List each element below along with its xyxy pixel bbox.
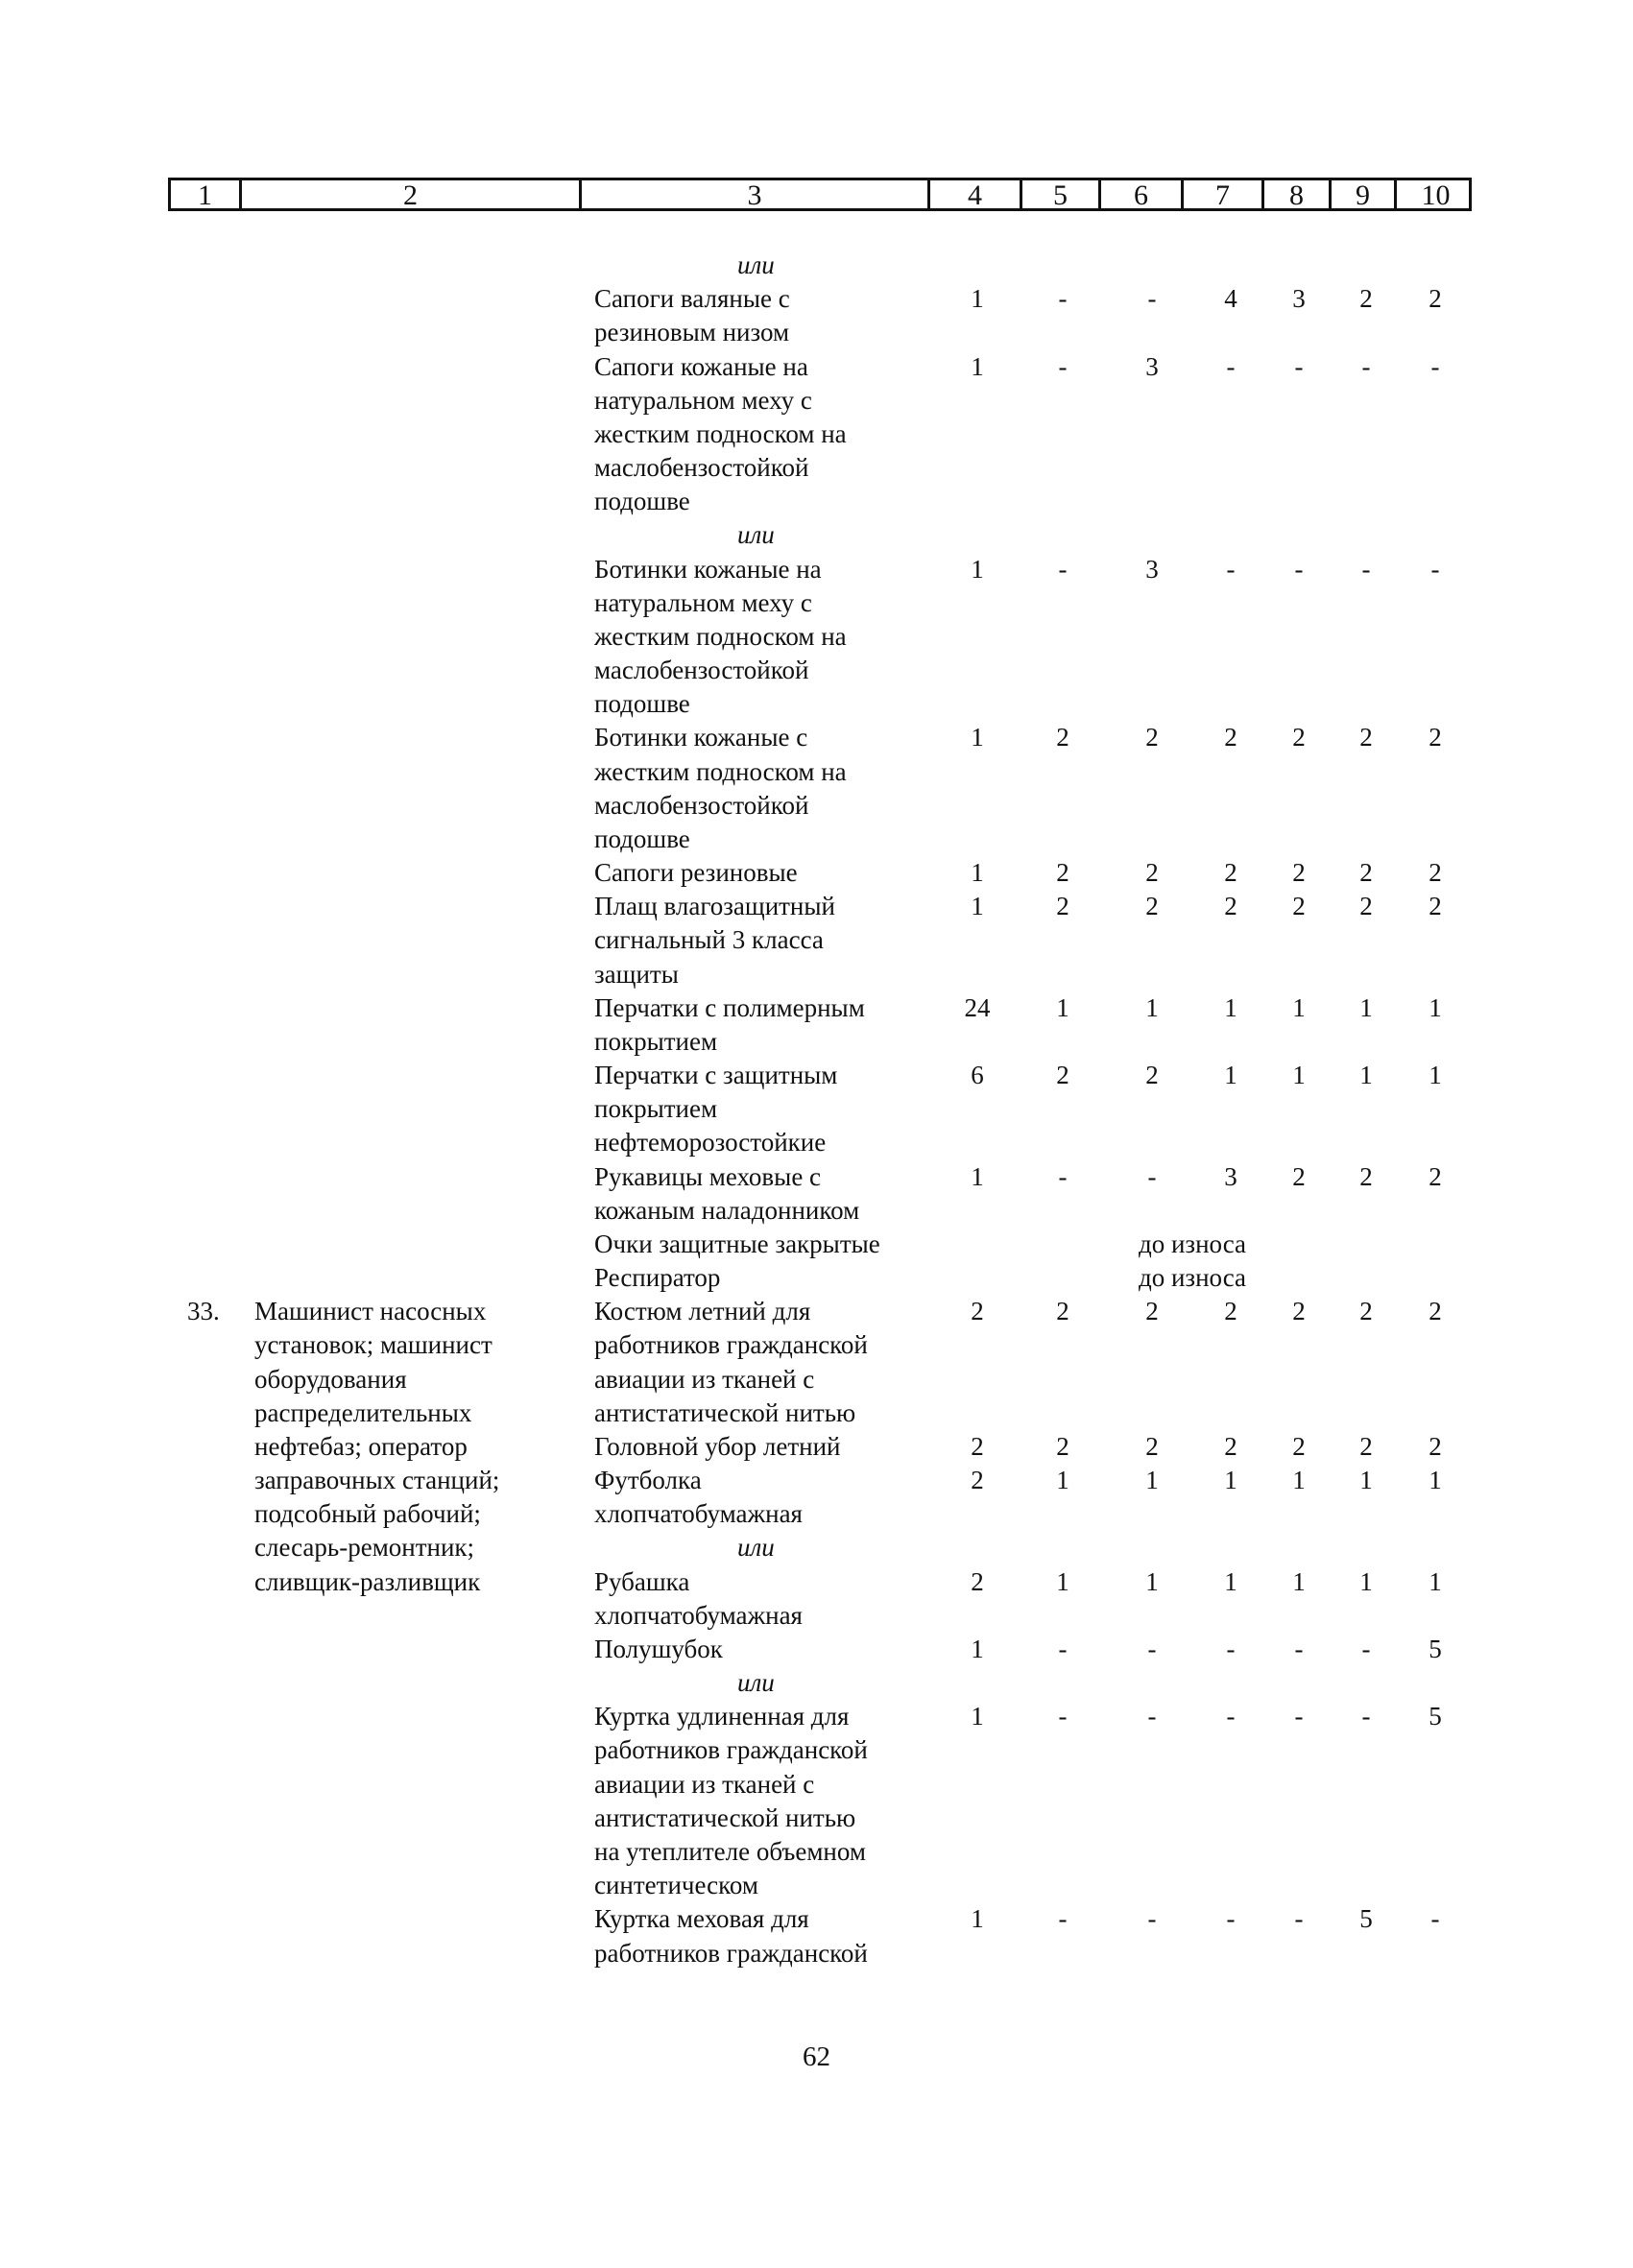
equipment-text: антистатической нитью (594, 1803, 856, 1832)
value-col-10: 5 (1429, 1702, 1442, 1731)
header-col-5: 5 (1022, 180, 1101, 208)
equipment-text: антистатической нитью (594, 1398, 856, 1427)
equipment-text: натуральном меху с (594, 386, 812, 415)
value-col-7: 2 (1224, 1432, 1237, 1461)
wear-term-note: до износа (1139, 1263, 1247, 1292)
value-col-4: 2 (971, 1466, 984, 1494)
value-col-5: - (1058, 352, 1068, 381)
equipment-text: Ботинки кожаные на (594, 555, 822, 584)
value-col-7: 2 (1224, 892, 1237, 920)
table-row (0, 1732, 1633, 1767)
value-col-9: 2 (1359, 892, 1373, 920)
equipment-text: Респиратор (594, 1263, 721, 1292)
value-col-10: 2 (1429, 1432, 1442, 1461)
table-row (0, 686, 1633, 721)
value-col-7: 4 (1224, 284, 1237, 313)
value-col-10: 5 (1429, 1635, 1442, 1663)
equipment-text: Рубашка (594, 1567, 690, 1596)
value-col-8: - (1294, 1904, 1304, 1933)
table-row (0, 1260, 1633, 1295)
value-col-10: 1 (1429, 1567, 1442, 1596)
value-col-9: 2 (1359, 723, 1373, 752)
equipment-text: Перчатки с полимерным (594, 993, 865, 1022)
value-col-4: 2 (971, 1567, 984, 1596)
table-row (0, 1193, 1633, 1228)
table-row (0, 1227, 1633, 1261)
value-col-8: 2 (1292, 1432, 1306, 1461)
table-row (0, 1429, 1633, 1464)
table-row (0, 1024, 1633, 1059)
equipment-text: защиты (594, 960, 679, 989)
equipment-text: Рукавицы меховые с (594, 1162, 822, 1191)
value-col-8: - (1294, 1702, 1304, 1731)
value-col-10: 1 (1429, 993, 1442, 1022)
value-col-10: - (1430, 1904, 1440, 1933)
equipment-text: Плащ влагозащитный (594, 892, 835, 920)
value-col-6: - (1147, 1635, 1157, 1663)
equipment-text: подошве (594, 487, 690, 515)
value-col-10: 2 (1429, 1297, 1442, 1325)
table-row (0, 720, 1633, 754)
value-col-6: 3 (1145, 555, 1159, 584)
alternative-marker: или (737, 1668, 775, 1697)
wear-term-note: до износа (1139, 1229, 1247, 1258)
value-col-4: 1 (971, 1635, 984, 1663)
value-col-5: 2 (1056, 892, 1069, 920)
value-col-7: 1 (1224, 1466, 1237, 1494)
value-col-10: 2 (1429, 723, 1442, 752)
value-col-9: 5 (1359, 1904, 1373, 1933)
header-col-2: 2 (242, 180, 582, 208)
value-col-5: - (1058, 555, 1068, 584)
table-row (0, 383, 1633, 418)
equipment-text: работников гражданской (594, 1330, 868, 1359)
value-col-10: 2 (1429, 1162, 1442, 1191)
value-col-7: - (1226, 1635, 1236, 1663)
profession-text: оборудования (254, 1365, 407, 1394)
equipment-text: Полушубок (594, 1635, 723, 1663)
table-row (0, 1699, 1633, 1733)
table-row (0, 552, 1633, 586)
value-col-5: 2 (1056, 858, 1069, 887)
value-col-5: - (1058, 1702, 1068, 1731)
table-row (0, 1159, 1633, 1194)
equipment-text: маслобензостойкой (594, 656, 809, 684)
equipment-text: хлопчатобумажная (594, 1499, 803, 1528)
value-col-8: 3 (1292, 284, 1306, 313)
profession-text: подсобный рабочий; (254, 1499, 481, 1528)
value-col-4: 24 (964, 993, 991, 1022)
value-col-4: 1 (971, 723, 984, 752)
value-col-4: 2 (971, 1297, 984, 1325)
value-col-9: - (1361, 352, 1371, 381)
value-col-8: 1 (1292, 1061, 1306, 1089)
value-col-6: 1 (1145, 1567, 1159, 1596)
table-row (0, 1362, 1633, 1397)
profession-text: распределительных (254, 1398, 472, 1427)
value-col-10: - (1430, 352, 1440, 381)
table-row (0, 417, 1633, 451)
equipment-text: Куртка удлиненная для (594, 1702, 850, 1731)
value-col-10: - (1430, 555, 1440, 584)
value-col-10: 2 (1429, 858, 1442, 887)
value-col-9: 2 (1359, 1162, 1373, 1191)
value-col-9: - (1361, 1702, 1371, 1731)
equipment-text: Сапоги кожаные на (594, 352, 808, 381)
equipment-text: Головной убор летний (594, 1432, 841, 1461)
table-row (0, 1530, 1633, 1564)
value-col-5: 2 (1056, 1061, 1069, 1089)
value-col-4: 1 (971, 858, 984, 887)
value-col-4: 2 (971, 1432, 984, 1461)
equipment-text: подошве (594, 824, 690, 853)
table-row (0, 991, 1633, 1025)
table-row (0, 1767, 1633, 1802)
value-col-9: - (1361, 1635, 1371, 1663)
value-col-5: 1 (1056, 1466, 1069, 1494)
value-col-6: 2 (1145, 723, 1159, 752)
value-col-4: 1 (971, 555, 984, 584)
value-col-7: 1 (1224, 993, 1237, 1022)
value-col-6: - (1147, 1904, 1157, 1933)
alternative-marker: или (737, 520, 775, 549)
table-row (0, 1091, 1633, 1126)
equipment-text: на утеплителе объемном (594, 1837, 866, 1866)
equipment-text: синтетическом (594, 1871, 758, 1899)
table-row (0, 889, 1633, 923)
value-col-6: 1 (1145, 993, 1159, 1022)
value-col-7: 1 (1224, 1061, 1237, 1089)
profession-text: нефтебаз; оператор (254, 1432, 468, 1461)
equipment-text: Очки защитные закрытые (594, 1229, 880, 1258)
header-col-3: 3 (582, 180, 930, 208)
value-col-9: 2 (1359, 1297, 1373, 1325)
table-row (0, 788, 1633, 823)
value-col-6: 2 (1145, 858, 1159, 887)
table-row (0, 1598, 1633, 1633)
value-col-8: 2 (1292, 1297, 1306, 1325)
table-row (0, 1327, 1633, 1362)
value-col-7: - (1226, 352, 1236, 381)
value-col-8: 2 (1292, 892, 1306, 920)
equipment-text: покрытием (594, 1094, 718, 1123)
value-col-6: 2 (1145, 892, 1159, 920)
table-row (0, 1294, 1633, 1328)
table-row (0, 281, 1633, 316)
table-row (0, 585, 1633, 620)
value-col-10: 2 (1429, 892, 1442, 920)
equipment-text: сигнальный 3 класса (594, 925, 824, 954)
value-col-5: 2 (1056, 723, 1069, 752)
value-col-7: 3 (1224, 1162, 1237, 1191)
equipment-text: Сапоги валяные с (594, 284, 790, 313)
profession-text: установок; машинист (254, 1330, 492, 1359)
alternative-marker: или (737, 1533, 775, 1562)
value-col-9: - (1361, 555, 1371, 584)
value-col-8: 2 (1292, 858, 1306, 887)
value-col-7: - (1226, 1702, 1236, 1731)
equipment-text: покрытием (594, 1027, 718, 1056)
value-col-5: 2 (1056, 1432, 1069, 1461)
value-col-5: - (1058, 1635, 1068, 1663)
equipment-text: Ботинки кожаные с (594, 723, 808, 752)
value-col-6: 2 (1145, 1297, 1159, 1325)
equipment-text: жестким подноском на (594, 419, 847, 448)
header-col-9: 9 (1332, 180, 1397, 208)
table-row (0, 1936, 1633, 1970)
value-col-6: 1 (1145, 1466, 1159, 1494)
equipment-text: подошве (594, 689, 690, 718)
value-col-4: 1 (971, 1702, 984, 1731)
table-row (0, 957, 1633, 991)
table-row (0, 1396, 1633, 1430)
header-col-8: 8 (1264, 180, 1332, 208)
value-col-8: 1 (1292, 1466, 1306, 1494)
value-col-4: 1 (971, 892, 984, 920)
equipment-text: авиации из тканей с (594, 1365, 815, 1394)
equipment-text: Перчатки с защитным (594, 1061, 838, 1089)
value-col-8: 1 (1292, 1567, 1306, 1596)
value-col-4: 1 (971, 1904, 984, 1933)
value-col-6: 3 (1145, 352, 1159, 381)
equipment-text: маслобензостойкой (594, 453, 809, 482)
equipment-text: нефтеморозостойкие (594, 1128, 827, 1157)
equipment-text: кожаным наладонником (594, 1196, 860, 1225)
equipment-text: Футболка (594, 1466, 702, 1494)
header-col-10: 10 (1421, 179, 1451, 211)
equipment-text: хлопчатобумажная (594, 1601, 803, 1630)
header-col-1: 1 (171, 180, 242, 208)
header-col-6: 6 (1101, 180, 1184, 208)
equipment-text: Куртка меховая для (594, 1904, 809, 1933)
value-col-7: 2 (1224, 858, 1237, 887)
table-row (0, 1901, 1633, 1936)
value-col-8: - (1294, 555, 1304, 584)
value-col-7: 2 (1224, 1297, 1237, 1325)
value-col-9: 1 (1359, 993, 1373, 1022)
value-col-4: 1 (971, 284, 984, 313)
value-col-10: 1 (1429, 1466, 1442, 1494)
table-row (0, 1665, 1633, 1700)
table-row (0, 619, 1633, 654)
table-row (0, 248, 1633, 282)
value-col-6: - (1147, 284, 1157, 313)
profession-text: заправочных станций; (254, 1466, 500, 1494)
value-col-7: - (1226, 1904, 1236, 1933)
equipment-text: резиновым низом (594, 318, 790, 346)
equipment-text: Костюм летний для (594, 1297, 811, 1325)
table-row (0, 1058, 1633, 1092)
value-col-5: 2 (1056, 1297, 1069, 1325)
table-row (0, 450, 1633, 485)
table-row (0, 484, 1633, 518)
alternative-marker: или (737, 251, 775, 279)
value-col-8: - (1294, 1635, 1304, 1663)
value-col-5: - (1058, 1162, 1068, 1191)
column-number-header (168, 178, 1472, 211)
value-col-7: 2 (1224, 723, 1237, 752)
table-row (0, 517, 1633, 552)
equipment-text: работников гражданской (594, 1939, 868, 1968)
value-col-4: 1 (971, 1162, 984, 1191)
table-row (0, 1564, 1633, 1599)
value-col-8: - (1294, 352, 1304, 381)
table-row (0, 1632, 1633, 1666)
value-col-9: 2 (1359, 1432, 1373, 1461)
value-col-9: 2 (1359, 284, 1373, 313)
header-col-7: 7 (1184, 180, 1264, 208)
equipment-text: жестким подноском на (594, 622, 847, 651)
value-col-5: 1 (1056, 1567, 1069, 1596)
table-row (0, 1496, 1633, 1531)
table-row (0, 1868, 1633, 1902)
value-col-5: - (1058, 1904, 1068, 1933)
table-row (0, 1125, 1633, 1159)
equipment-text: работников гражданской (594, 1735, 868, 1764)
table-row (0, 315, 1633, 349)
header-col-4: 4 (930, 180, 1022, 208)
value-col-9: 1 (1359, 1466, 1373, 1494)
value-col-9: 2 (1359, 858, 1373, 887)
table-row (0, 1463, 1633, 1497)
equipment-text: маслобензостойкой (594, 791, 809, 820)
value-col-10: 1 (1429, 1061, 1442, 1089)
page-number: 62 (803, 2041, 830, 2072)
table-row (0, 349, 1633, 384)
value-col-6: 2 (1145, 1061, 1159, 1089)
value-col-7: - (1226, 555, 1236, 584)
value-col-6: 2 (1145, 1432, 1159, 1461)
equipment-text: жестким подноском на (594, 757, 847, 786)
table-row (0, 922, 1633, 957)
table-row (0, 822, 1633, 856)
value-col-9: 1 (1359, 1567, 1373, 1596)
value-col-8: 1 (1292, 993, 1306, 1022)
value-col-5: - (1058, 284, 1068, 313)
value-col-8: 2 (1292, 1162, 1306, 1191)
table-row (0, 754, 1633, 789)
profession-text: слесарь-ремонтник; (254, 1533, 475, 1562)
equipment-text: Сапоги резиновые (594, 858, 798, 887)
value-col-10: 2 (1429, 284, 1442, 313)
value-col-7: 1 (1224, 1567, 1237, 1596)
value-col-6: - (1147, 1702, 1157, 1731)
equipment-text: натуральном меху с (594, 588, 812, 617)
table-row (0, 653, 1633, 687)
table-row (0, 1801, 1633, 1835)
value-col-9: 1 (1359, 1061, 1373, 1089)
table-row (0, 855, 1633, 890)
value-col-8: 2 (1292, 723, 1306, 752)
item-number: 33. (187, 1297, 220, 1325)
profession-text: сливщик-разливщик (254, 1567, 481, 1596)
profession-text: Машинист насосных (254, 1297, 487, 1325)
value-col-4: 6 (971, 1061, 984, 1089)
value-col-5: 1 (1056, 993, 1069, 1022)
value-col-4: 1 (971, 352, 984, 381)
equipment-text: авиации из тканей с (594, 1770, 815, 1799)
value-col-6: - (1147, 1162, 1157, 1191)
table-row (0, 1834, 1633, 1869)
